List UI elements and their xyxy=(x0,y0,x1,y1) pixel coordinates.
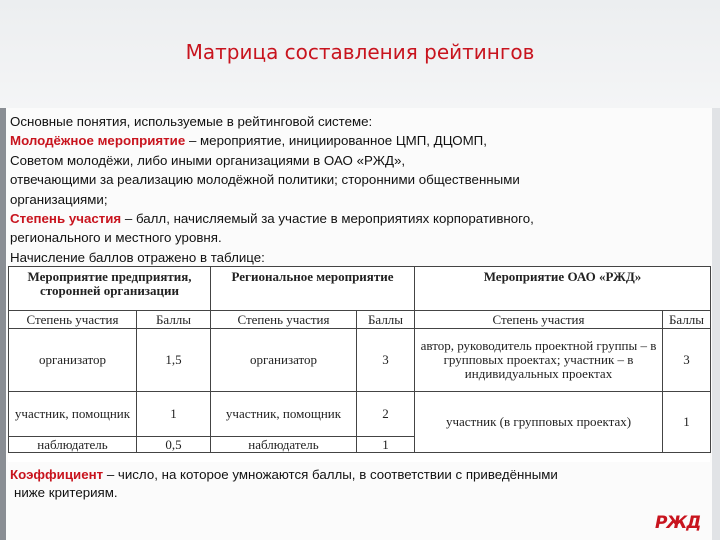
definitions-text xyxy=(10,112,710,267)
table-cell: организатор xyxy=(211,329,357,392)
sub-header-row xyxy=(9,311,711,329)
sub-header-cell: Степень участия xyxy=(9,311,137,329)
coefficient-text xyxy=(10,466,710,502)
group-header-enterprise: Мероприятие предприятия, сторонней организации xyxy=(9,267,211,311)
term1-label: Молодёжное мероприятие xyxy=(10,133,186,149)
table-cell: наблюдатель xyxy=(211,437,357,453)
table-intro: Начисление баллов отражено в таблице: xyxy=(10,249,265,265)
table-cell: участник (в групповых проектах) xyxy=(415,392,663,453)
term1-line3: отвечающими за реализацию молодёжной политики; сторонними общественными xyxy=(10,172,520,188)
table-cell: 2 xyxy=(357,392,415,437)
coefficient-def-1: – число, на которое умножаются баллы, в соответствии с приведёнными xyxy=(103,467,558,482)
table-cell: участник, помощник xyxy=(211,392,357,437)
table-cell: 0,5 xyxy=(137,437,211,453)
points-table-wrap xyxy=(8,266,710,462)
rzd-logo: РЖД xyxy=(655,513,701,533)
table-cell: автор, руководитель проектной группы – в групповых проектах; участник – в индивидуальных проектах xyxy=(415,329,663,392)
table-cell: участник, помощник xyxy=(9,392,137,437)
table-cell: 1 xyxy=(357,437,415,453)
term1-def-1: – мероприятие, инициированное ЦМП, ДЦОМП, xyxy=(185,133,487,149)
term2-def-1: – балл, начисляемый за участие в мероприятиях корпоративного, xyxy=(121,211,534,227)
group-header-row xyxy=(9,267,711,311)
term2-label: Степень участия xyxy=(10,211,122,227)
table-cell: организатор xyxy=(9,329,137,392)
coefficient-label: Коэффициент xyxy=(10,467,104,482)
table-row xyxy=(9,392,711,437)
sub-header-cell: Степень участия xyxy=(211,311,357,329)
table-cell: 1 xyxy=(137,392,211,437)
term2-line1 xyxy=(10,209,710,228)
term1-line2: Советом молодёжи, либо иными организациями в ОАО «РЖД», xyxy=(10,152,406,168)
sub-header-cell: Степень участия xyxy=(415,311,663,329)
table-cell: наблюдатель xyxy=(9,437,137,453)
term2-line2: регионального и местного уровня. xyxy=(10,230,222,246)
table-cell: 3 xyxy=(357,329,415,392)
slide-content xyxy=(6,108,712,540)
table-row xyxy=(9,329,711,392)
term1-line1 xyxy=(10,131,710,150)
table-cell: 1,5 xyxy=(137,329,211,392)
sub-header-cell: Баллы xyxy=(663,311,711,329)
table-cell: 3 xyxy=(663,329,711,392)
intro-line: Основные понятия, используемые в рейтинговой системе: xyxy=(10,114,373,129)
term1-line4: организациями; xyxy=(10,191,108,207)
sub-header-cell: Баллы xyxy=(357,311,415,329)
group-header-rzd: Мероприятие ОАО «РЖД» xyxy=(415,267,711,311)
slide-title: Матрица составления рейтингов xyxy=(185,40,535,64)
group-header-regional: Региональное мероприятие xyxy=(211,267,415,311)
coefficient-line1 xyxy=(10,466,710,484)
sub-header-cell: Баллы xyxy=(137,311,211,329)
table-cell: 1 xyxy=(663,392,711,453)
points-table xyxy=(8,266,711,453)
right-accent-bar xyxy=(712,108,720,540)
coefficient-line2: ниже критериям. xyxy=(14,485,118,500)
